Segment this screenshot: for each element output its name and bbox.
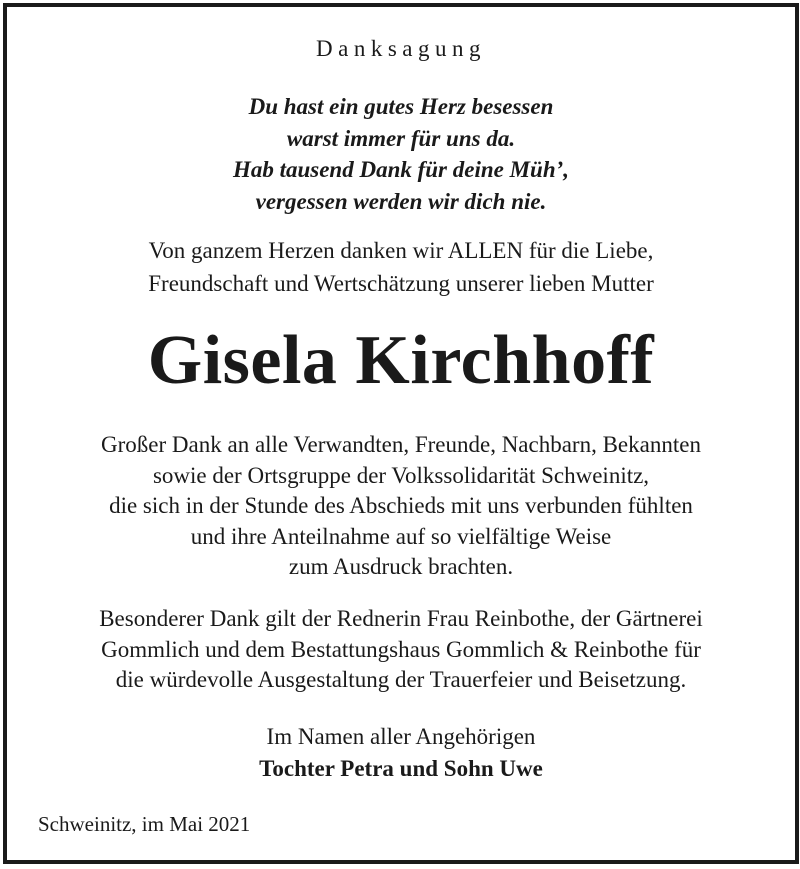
thanks-line: und ihre Anteilnahme auf so vielfältige Weise bbox=[190, 523, 612, 549]
poem-line: warst immer für uns da. bbox=[286, 125, 516, 151]
intro-line: Von ganzem Herzen danken wir ALLEN für die Liebe, bbox=[148, 238, 654, 263]
notice-heading: Danksagung bbox=[316, 36, 486, 61]
signature-names: Tochter Petra und Sohn Uwe bbox=[259, 756, 543, 781]
special-thanks-line: Gommlich und dem Bestattungshaus Gommlich & Reinbothe für bbox=[101, 636, 701, 662]
poem-line: Hab tausend Dank für deine Müh’, bbox=[232, 157, 570, 182]
thanks-line: zum Ausdruck brachten. bbox=[288, 554, 514, 579]
poem-line: vergessen werden wir dich nie. bbox=[255, 188, 547, 214]
intro-text bbox=[7, 234, 795, 300]
intro-line: Freundschaft und Wertschätzung unserer lieben Mutter bbox=[148, 271, 654, 296]
special-thanks-line: die würdevolle Ausgestaltung der Trauerfeier und Beisetzung. bbox=[115, 667, 687, 692]
deceased-name: Gisela Kirchhoff bbox=[147, 322, 655, 399]
notice-frame bbox=[3, 3, 799, 864]
special-thanks-line: Besonderer Dank gilt der Rednerin Frau Reinbothe, der Gärtnerei bbox=[99, 606, 703, 631]
signature-intro: Im Namen aller Angehörigen bbox=[266, 724, 536, 749]
poem-line: Du hast ein gutes Herz besessen bbox=[248, 94, 554, 119]
memorial-poem bbox=[7, 91, 795, 217]
thanks-line: sowie der Ortsgruppe der Volkssolidarität Schweinitz, bbox=[152, 462, 650, 488]
thanks-line: die sich in der Stunde des Abschieds mit uns verbunden fühlten bbox=[109, 493, 693, 518]
place-date: Schweinitz, im Mai 2021 bbox=[38, 812, 251, 836]
special-thanks-paragraph bbox=[7, 604, 795, 696]
thanks-paragraph bbox=[7, 430, 795, 583]
thanks-line: Großer Dank an alle Verwandten, Freunde, Nachbarn, Bekannten bbox=[101, 432, 701, 457]
